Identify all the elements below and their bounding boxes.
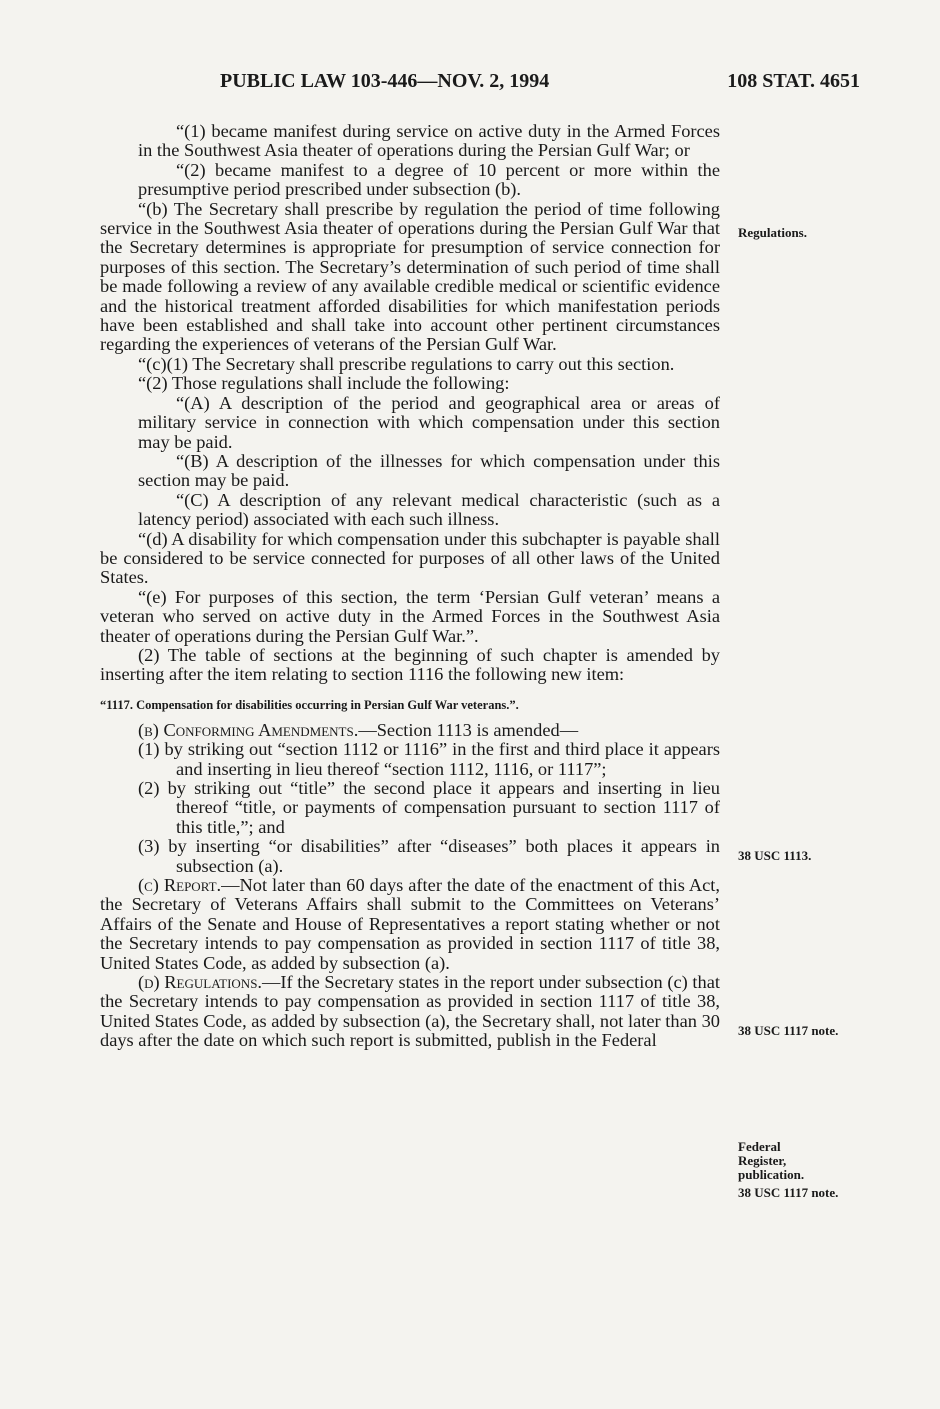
paragraph: (1) by striking out “section 1112 or 1116” in the first and third place it appears and inserting in lieu thereof “section 1112, 1116, or 1117”; (138, 739, 720, 779)
paragraph: “(1) became manifest during service on active duty in the Armed Forces in the Southwest Asia theater of operations during the Persian Gulf War; or (138, 121, 720, 161)
paragraph: “(A) A description of the period and geographical area or areas of military service in connection with which compensation under this section may be paid. (138, 392, 720, 452)
margin-note-38-usc-1117-note-2: 38 USC 1117 note. (738, 1185, 839, 1200)
margin-note-regulations: Regulations. (738, 225, 807, 240)
section-heading: (b) Conforming Amendments. (138, 719, 359, 740)
paragraph: “(B) A description of the illnesses for which compensation under this section may be paid. (138, 450, 720, 491)
margin-note-38-usc-1113: 38 USC 1113. (738, 848, 812, 863)
paragraph (100, 876, 720, 973)
paragraph: (3) by inserting “or disabilities” after “diseases” both places it appears in subsection (a). (138, 836, 720, 876)
paragraph: “(e) For purposes of this section, the term ‘Persian Gulf veteran’ means a veteran who served on active duty in the Armed Forces in the Southwest Asia theater of operations during the Persian Gulf War.”. (100, 586, 720, 646)
table-item: “1117. Compensation for disabilities occurring in Persian Gulf War veterans.”. (100, 697, 519, 712)
section-heading: (d) Regulations. (138, 972, 263, 993)
margin-note-38-usc-1117-note: 38 USC 1117 note. (738, 1023, 839, 1038)
margin-note-federal-register: Federal Register, publication. (738, 1139, 805, 1182)
paragraph: (2) by striking out “title” the second place it appears and inserting in lieu thereof “title, or payments of compensation pursuant to section 1117 of this title,”; and (138, 778, 720, 837)
paragraph-text: —If the Secretary states in the report under subsection (c) that the Secretary intends to pay compensation as provided in section 1117 of title 38, United States Code, as added by subsection (a), the Secretary shall, not later than 30 days after the date on which such report is submitted, publish in the Federal (100, 972, 720, 1051)
paragraph: (2) The table of sections at the beginning of such chapter is amended by inserting after the item relating to section 1116 the following new item: (100, 644, 720, 685)
paragraph: “(d) A disability for which compensation under this subchapter is payable shall be considered to be service connected for purposes of all other laws of the United States. (100, 528, 720, 588)
section-heading: (c) Report. (138, 875, 222, 896)
paragraph: “(C) A description of any relevant medical characteristic (such as a latency period) associated with each such illness. (138, 489, 720, 530)
paragraph-text: —Not later than 60 days after the date of the enactment of this Act, the Secretary of Veterans Affairs shall submit to the Committees on Veterans’ Affairs of the Senate and House of Representatives a report stating whether or not the Secretary intends to pay compensation as provided in section 1117 of title 38, United States Code, as added by subsection (a). (100, 875, 720, 973)
paragraph (100, 721, 720, 740)
paragraph: “(2) became manifest to a degree of 10 percent or more within the presumptive period prescribed under subsection (b). (138, 159, 720, 200)
paragraph (100, 973, 720, 1051)
statute-page-number: 108 STAT. 4651 (727, 70, 860, 92)
body-text (100, 122, 720, 1051)
paragraph: “(2) Those regulations shall include the following: (138, 373, 510, 394)
paragraph: “(c)(1) The Secretary shall prescribe regulations to carry out this section. (138, 353, 675, 374)
paragraph: “(b) The Secretary shall prescribe by regulation the period of time following service in the Southwest Asia theater of operations during the Persian Gulf War that the Secretary determines is appropriate for presumption of service connection for purposes of this section. The Secretary’s determination of such period of time shall be made following a review of any available credible medical or scientific evidence and the historical treatment afforded disabilities for which manifestation periods have been established and shall take into account other pertinent circumstances regarding the experiences of veterans of the Persian Gulf War. (100, 198, 720, 355)
page-header (100, 70, 860, 96)
paragraph-text: —Section 1113 is amended— (358, 719, 579, 740)
public-law-title: PUBLIC LAW 103-446—NOV. 2, 1994 (220, 70, 550, 92)
